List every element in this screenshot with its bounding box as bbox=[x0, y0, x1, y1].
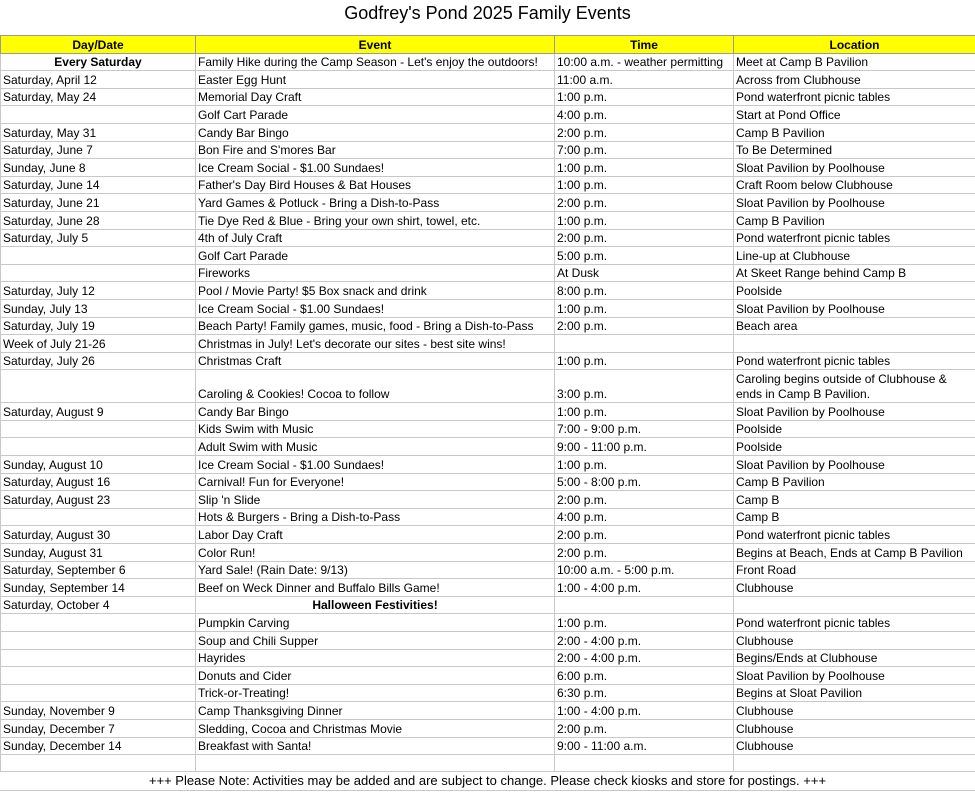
cell-location: Pond waterfront picnic tables bbox=[734, 614, 975, 632]
cell-time: 4:00 p.m. bbox=[555, 508, 734, 526]
cell-time: 10:00 a.m. - 5:00 p.m. bbox=[555, 561, 734, 579]
cell-day-date bbox=[1, 438, 196, 456]
cell-time bbox=[555, 596, 734, 614]
cell-day-date: Sunday, June 8 bbox=[1, 159, 196, 177]
cell-event: Trick-or-Treating! bbox=[196, 684, 555, 702]
cell-day-date bbox=[1, 614, 196, 632]
cell-event: Hots & Burgers - Bring a Dish-to-Pass bbox=[196, 508, 555, 526]
cell-day-date: Saturday, April 12 bbox=[1, 71, 196, 89]
cell-location: Clubhouse bbox=[734, 719, 975, 737]
table-row bbox=[1, 282, 975, 300]
cell-time: 6:00 p.m. bbox=[555, 667, 734, 685]
cell-event: Family Hike during the Camp Season - Let's enjoy the outdoors! bbox=[196, 53, 555, 71]
blank-row bbox=[1, 755, 975, 772]
cell-event: Camp Thanksgiving Dinner bbox=[196, 702, 555, 720]
table-row bbox=[1, 596, 975, 614]
cell-day-date bbox=[1, 684, 196, 702]
table-row bbox=[1, 508, 975, 526]
cell-day-date: Sunday, November 9 bbox=[1, 702, 196, 720]
cell-location: Sloat Pavilion by Poolhouse bbox=[734, 403, 975, 421]
table-row bbox=[1, 176, 975, 194]
cell-day-date: Saturday, May 31 bbox=[1, 123, 196, 141]
cell-event: Golf Cart Parade bbox=[196, 247, 555, 265]
table-row bbox=[1, 123, 975, 141]
table-row bbox=[1, 159, 975, 177]
cell-location: Beach area bbox=[734, 317, 975, 335]
cell-event: Halloween Festivities! bbox=[196, 596, 555, 614]
cell-day-date: Saturday, July 12 bbox=[1, 282, 196, 300]
cell-day-date: Week of July 21-26 bbox=[1, 335, 196, 353]
cell-event: Donuts and Cider bbox=[196, 667, 555, 685]
cell-time: 1:00 - 4:00 p.m. bbox=[555, 579, 734, 597]
cell-day-date: Saturday, June 28 bbox=[1, 211, 196, 229]
cell-time: 5:00 - 8:00 p.m. bbox=[555, 473, 734, 491]
cell-location: Sloat Pavilion by Poolhouse bbox=[734, 299, 975, 317]
cell-time: 7:00 p.m. bbox=[555, 141, 734, 159]
blank-cell bbox=[196, 755, 555, 772]
cell-time: 3:00 p.m. bbox=[555, 370, 734, 403]
footer-note: +++ Please Note: Activities may be added and are subject to change. Please check kiosks and store for postings. +++ bbox=[0, 772, 975, 790]
header-day-date: Day/Date bbox=[1, 36, 196, 54]
blank-cell bbox=[1, 755, 196, 772]
cell-day-date: Saturday, August 30 bbox=[1, 526, 196, 544]
table-row bbox=[1, 667, 975, 685]
table-row bbox=[1, 299, 975, 317]
cell-location: Pond waterfront picnic tables bbox=[734, 526, 975, 544]
events-body bbox=[1, 53, 975, 772]
table-row bbox=[1, 614, 975, 632]
cell-location: Clubhouse bbox=[734, 737, 975, 755]
table-row bbox=[1, 335, 975, 353]
cell-event: Color Run! bbox=[196, 544, 555, 562]
cell-time: 7:00 - 9:00 p.m. bbox=[555, 420, 734, 438]
events-table bbox=[0, 35, 975, 772]
cell-event: Fireworks bbox=[196, 264, 555, 282]
cell-event: Golf Cart Parade bbox=[196, 106, 555, 124]
table-row bbox=[1, 544, 975, 562]
cell-event: Candy Bar Bingo bbox=[196, 403, 555, 421]
cell-event: 4th of July Craft bbox=[196, 229, 555, 247]
cell-time bbox=[555, 335, 734, 353]
cell-day-date bbox=[1, 420, 196, 438]
cell-time: 2:00 p.m. bbox=[555, 491, 734, 509]
header-event: Event bbox=[196, 36, 555, 54]
table-row bbox=[1, 719, 975, 737]
table-row bbox=[1, 71, 975, 89]
cell-day-date bbox=[1, 247, 196, 265]
table-row bbox=[1, 106, 975, 124]
cell-event: Pumpkin Carving bbox=[196, 614, 555, 632]
cell-time: 8:00 p.m. bbox=[555, 282, 734, 300]
cell-location: Front Road bbox=[734, 561, 975, 579]
cell-day-date bbox=[1, 106, 196, 124]
cell-day-date bbox=[1, 370, 196, 403]
table-row bbox=[1, 561, 975, 579]
cell-time: 2:00 p.m. bbox=[555, 229, 734, 247]
table-row bbox=[1, 473, 975, 491]
cell-event: Easter Egg Hunt bbox=[196, 71, 555, 89]
table-row bbox=[1, 526, 975, 544]
cell-day-date bbox=[1, 508, 196, 526]
cell-day-date: Saturday, June 21 bbox=[1, 194, 196, 212]
cell-event: Kids Swim with Music bbox=[196, 420, 555, 438]
cell-day-date bbox=[1, 264, 196, 282]
table-row bbox=[1, 194, 975, 212]
cell-event: Caroling & Cookies! Cocoa to follow bbox=[196, 370, 555, 403]
cell-day-date: Saturday, June 7 bbox=[1, 141, 196, 159]
table-row bbox=[1, 420, 975, 438]
cell-event: Pool / Movie Party! $5 Box snack and drink bbox=[196, 282, 555, 300]
table-row bbox=[1, 88, 975, 106]
cell-time: 2:00 - 4:00 p.m. bbox=[555, 649, 734, 667]
cell-day-date: Saturday, July 26 bbox=[1, 352, 196, 370]
cell-time: 6:30 p.m. bbox=[555, 684, 734, 702]
cell-time: 2:00 p.m. bbox=[555, 194, 734, 212]
cell-location: Begins at Beach, Ends at Camp B Pavilion bbox=[734, 544, 975, 562]
cell-time: 2:00 p.m. bbox=[555, 317, 734, 335]
cell-event: Hayrides bbox=[196, 649, 555, 667]
cell-day-date bbox=[1, 649, 196, 667]
cell-day-date: Sunday, August 31 bbox=[1, 544, 196, 562]
cell-time: At Dusk bbox=[555, 264, 734, 282]
cell-time: 4:00 p.m. bbox=[555, 106, 734, 124]
blank-cell bbox=[555, 755, 734, 772]
header-time: Time bbox=[555, 36, 734, 54]
cell-location: Caroling begins outside of Clubhouse & ends in Camp B Pavilion. bbox=[734, 370, 975, 403]
cell-location: Camp B Pavilion bbox=[734, 211, 975, 229]
cell-day-date: Sunday, December 7 bbox=[1, 719, 196, 737]
table-row bbox=[1, 370, 975, 403]
cell-event: Labor Day Craft bbox=[196, 526, 555, 544]
cell-time: 1:00 p.m. bbox=[555, 211, 734, 229]
table-row bbox=[1, 632, 975, 650]
cell-event: Beef on Weck Dinner and Buffalo Bills Game! bbox=[196, 579, 555, 597]
table-row bbox=[1, 352, 975, 370]
cell-event: Sledding, Cocoa and Christmas Movie bbox=[196, 719, 555, 737]
table-row bbox=[1, 684, 975, 702]
cell-location: Pond waterfront picnic tables bbox=[734, 352, 975, 370]
cell-event: Memorial Day Craft bbox=[196, 88, 555, 106]
cell-time: 5:00 p.m. bbox=[555, 247, 734, 265]
cell-time: 1:00 - 4:00 p.m. bbox=[555, 702, 734, 720]
cell-event: Carnival! Fun for Everyone! bbox=[196, 473, 555, 491]
cell-time: 1:00 p.m. bbox=[555, 176, 734, 194]
header-location: Location bbox=[734, 36, 975, 54]
cell-location: Craft Room below Clubhouse bbox=[734, 176, 975, 194]
cell-event: Tie Dye Red & Blue - Bring your own shirt, towel, etc. bbox=[196, 211, 555, 229]
table-row bbox=[1, 702, 975, 720]
blank-grid-row bbox=[0, 790, 975, 809]
cell-location: Sloat Pavilion by Poolhouse bbox=[734, 456, 975, 474]
header-row bbox=[1, 36, 975, 54]
cell-event: Christmas in July! Let's decorate our sites - best site wins! bbox=[196, 335, 555, 353]
cell-event: Ice Cream Social - $1.00 Sundaes! bbox=[196, 159, 555, 177]
cell-time: 1:00 p.m. bbox=[555, 352, 734, 370]
cell-location: Camp B Pavilion bbox=[734, 473, 975, 491]
cell-time: 2:00 p.m. bbox=[555, 123, 734, 141]
cell-location: Poolside bbox=[734, 282, 975, 300]
cell-day-date: Saturday, July 5 bbox=[1, 229, 196, 247]
cell-day-date: Saturday, September 6 bbox=[1, 561, 196, 579]
cell-location: Line-up at Clubhouse bbox=[734, 247, 975, 265]
cell-location: Sloat Pavilion by Poolhouse bbox=[734, 159, 975, 177]
table-row bbox=[1, 403, 975, 421]
table-row bbox=[1, 211, 975, 229]
cell-event: Ice Cream Social - $1.00 Sundaes! bbox=[196, 299, 555, 317]
cell-day-date: Every Saturday bbox=[1, 53, 196, 71]
cell-location: Across from Clubhouse bbox=[734, 71, 975, 89]
cell-day-date: Saturday, October 4 bbox=[1, 596, 196, 614]
cell-time: 2:00 p.m. bbox=[555, 526, 734, 544]
cell-day-date: Saturday, June 14 bbox=[1, 176, 196, 194]
table-row bbox=[1, 53, 975, 71]
cell-time: 2:00 p.m. bbox=[555, 544, 734, 562]
cell-event: Yard Games & Potluck - Bring a Dish-to-Pass bbox=[196, 194, 555, 212]
cell-event: Candy Bar Bingo bbox=[196, 123, 555, 141]
cell-day-date: Saturday, May 24 bbox=[1, 88, 196, 106]
cell-location bbox=[734, 335, 975, 353]
cell-event: Yard Sale! (Rain Date: 9/13) bbox=[196, 561, 555, 579]
cell-location: Begins at Sloat Pavilion bbox=[734, 684, 975, 702]
cell-time: 1:00 p.m. bbox=[555, 614, 734, 632]
cell-event: Father's Day Bird Houses & Bat Houses bbox=[196, 176, 555, 194]
cell-location: Pond waterfront picnic tables bbox=[734, 88, 975, 106]
cell-location: Start at Pond Office bbox=[734, 106, 975, 124]
cell-event: Adult Swim with Music bbox=[196, 438, 555, 456]
cell-day-date: Saturday, August 9 bbox=[1, 403, 196, 421]
cell-event: Ice Cream Social - $1.00 Sundaes! bbox=[196, 456, 555, 474]
cell-day-date: Sunday, December 14 bbox=[1, 737, 196, 755]
cell-location: Sloat Pavilion by Poolhouse bbox=[734, 194, 975, 212]
cell-day-date: Sunday, July 13 bbox=[1, 299, 196, 317]
cell-location bbox=[734, 596, 975, 614]
table-row bbox=[1, 491, 975, 509]
cell-location: Poolside bbox=[734, 420, 975, 438]
cell-location: Clubhouse bbox=[734, 702, 975, 720]
cell-location: Camp B bbox=[734, 508, 975, 526]
cell-day-date: Sunday, September 14 bbox=[1, 579, 196, 597]
cell-day-date bbox=[1, 632, 196, 650]
cell-location: At Skeet Range behind Camp B bbox=[734, 264, 975, 282]
cell-location: Camp B bbox=[734, 491, 975, 509]
cell-location: Meet at Camp B Pavilion bbox=[734, 53, 975, 71]
table-row bbox=[1, 247, 975, 265]
cell-time: 1:00 p.m. bbox=[555, 159, 734, 177]
cell-event: Bon Fire and S'mores Bar bbox=[196, 141, 555, 159]
cell-time: 2:00 - 4:00 p.m. bbox=[555, 632, 734, 650]
cell-location: Begins/Ends at Clubhouse bbox=[734, 649, 975, 667]
cell-location: Camp B Pavilion bbox=[734, 123, 975, 141]
table-row bbox=[1, 317, 975, 335]
cell-location: Poolside bbox=[734, 438, 975, 456]
cell-time: 11:00 a.m. bbox=[555, 71, 734, 89]
cell-time: 1:00 p.m. bbox=[555, 403, 734, 421]
table-row bbox=[1, 141, 975, 159]
blank-cell bbox=[734, 755, 975, 772]
cell-location: To Be Determined bbox=[734, 141, 975, 159]
cell-time: 1:00 p.m. bbox=[555, 88, 734, 106]
cell-location: Clubhouse bbox=[734, 579, 975, 597]
cell-event: Breakfast with Santa! bbox=[196, 737, 555, 755]
table-row bbox=[1, 438, 975, 456]
cell-day-date: Saturday, July 19 bbox=[1, 317, 196, 335]
cell-location: Clubhouse bbox=[734, 632, 975, 650]
cell-day-date: Saturday, August 23 bbox=[1, 491, 196, 509]
cell-day-date: Saturday, August 16 bbox=[1, 473, 196, 491]
cell-time: 1:00 p.m. bbox=[555, 456, 734, 474]
cell-time: 10:00 a.m. - weather permitting bbox=[555, 53, 734, 71]
cell-time: 9:00 - 11:00 a.m. bbox=[555, 737, 734, 755]
cell-time: 1:00 p.m. bbox=[555, 299, 734, 317]
cell-location: Sloat Pavilion by Poolhouse bbox=[734, 667, 975, 685]
cell-day-date: Sunday, August 10 bbox=[1, 456, 196, 474]
table-row bbox=[1, 737, 975, 755]
cell-day-date bbox=[1, 667, 196, 685]
cell-event: Christmas Craft bbox=[196, 352, 555, 370]
table-row bbox=[1, 229, 975, 247]
cell-location: Pond waterfront picnic tables bbox=[734, 229, 975, 247]
table-row bbox=[1, 579, 975, 597]
page-title: Godfrey's Pond 2025 Family Events bbox=[0, 0, 975, 28]
cell-event: Beach Party! Family games, music, food - Bring a Dish-to-Pass bbox=[196, 317, 555, 335]
cell-time: 2:00 p.m. bbox=[555, 719, 734, 737]
table-row bbox=[1, 649, 975, 667]
cell-event: Soup and Chili Supper bbox=[196, 632, 555, 650]
cell-time: 9:00 - 11:00 p.m. bbox=[555, 438, 734, 456]
cell-event: Slip 'n Slide bbox=[196, 491, 555, 509]
table-row bbox=[1, 456, 975, 474]
table-row bbox=[1, 264, 975, 282]
